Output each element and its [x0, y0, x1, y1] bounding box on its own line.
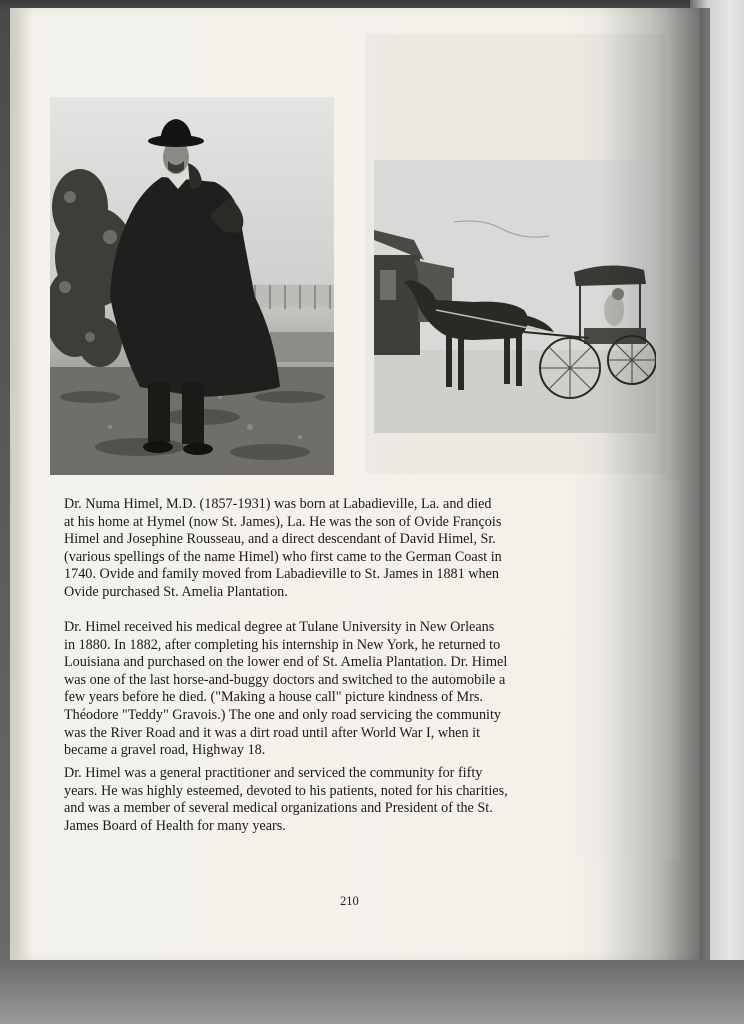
text-line: Himel and Josephine Rousseau, and a direct descendant of David Himel, Sr.	[64, 531, 496, 548]
text-line: was one of the last horse-and-buggy doctors and switched to the automobile a	[64, 671, 506, 688]
man-in-overcoat-photo	[50, 97, 334, 475]
text-line: Dr. Himel was a general practitioner and serviced the community for fifty	[64, 765, 483, 781]
text-line: Dr. Himel received his medical degree at Tulane University in New Orleans	[64, 619, 495, 635]
text-line: became a gravel road, Highway 18.	[64, 742, 266, 759]
text-line: Louisiana and purchased on the lower end of St. Amelia Plantation. Dr. Himel	[64, 654, 508, 671]
gutter-shadow	[600, 8, 710, 960]
page-number: 210	[340, 894, 359, 908]
text-line: James Board of Health for many years.	[64, 817, 286, 834]
text-line: at his home at Hymel (now St. James), La. He was the son of Ovide François	[64, 513, 502, 530]
text-line: was the River Road and it was a dirt road until after World War I, when it	[64, 724, 481, 741]
text-line: Théodore "Teddy" Gravois.) The one and only road servicing the community	[64, 706, 502, 723]
text-line: Dr. Numa Himel, M.D. (1857-1931) was born at Labadieville, La. and died	[64, 496, 492, 512]
man-in-overcoat-illustration	[50, 97, 334, 475]
text-line: 1740. Ovide and family moved from Labadieville to St. James in 1881 when	[64, 566, 499, 583]
paragraph-medical-career	[64, 619, 654, 760]
text-line: Ovide purchased St. Amelia Plantation.	[64, 583, 288, 600]
text-line: (various spellings of the name Himel) who first came to the German Coast in	[64, 548, 502, 565]
text-line: and was a member of several medical organizations and President of the St.	[64, 800, 493, 817]
paragraph-community-service	[64, 765, 654, 835]
paragraph-biography	[64, 496, 654, 602]
page-binding-edge	[10, 8, 32, 960]
text-line: years. He was highly esteemed, devoted to his patients, noted for his charities,	[64, 782, 508, 799]
text-line: in 1880. In 1882, after completing his internship in New York, he returned to	[64, 636, 501, 653]
text-line: few years before he died. ("Making a house call" picture kindness of Mrs.	[64, 689, 483, 706]
